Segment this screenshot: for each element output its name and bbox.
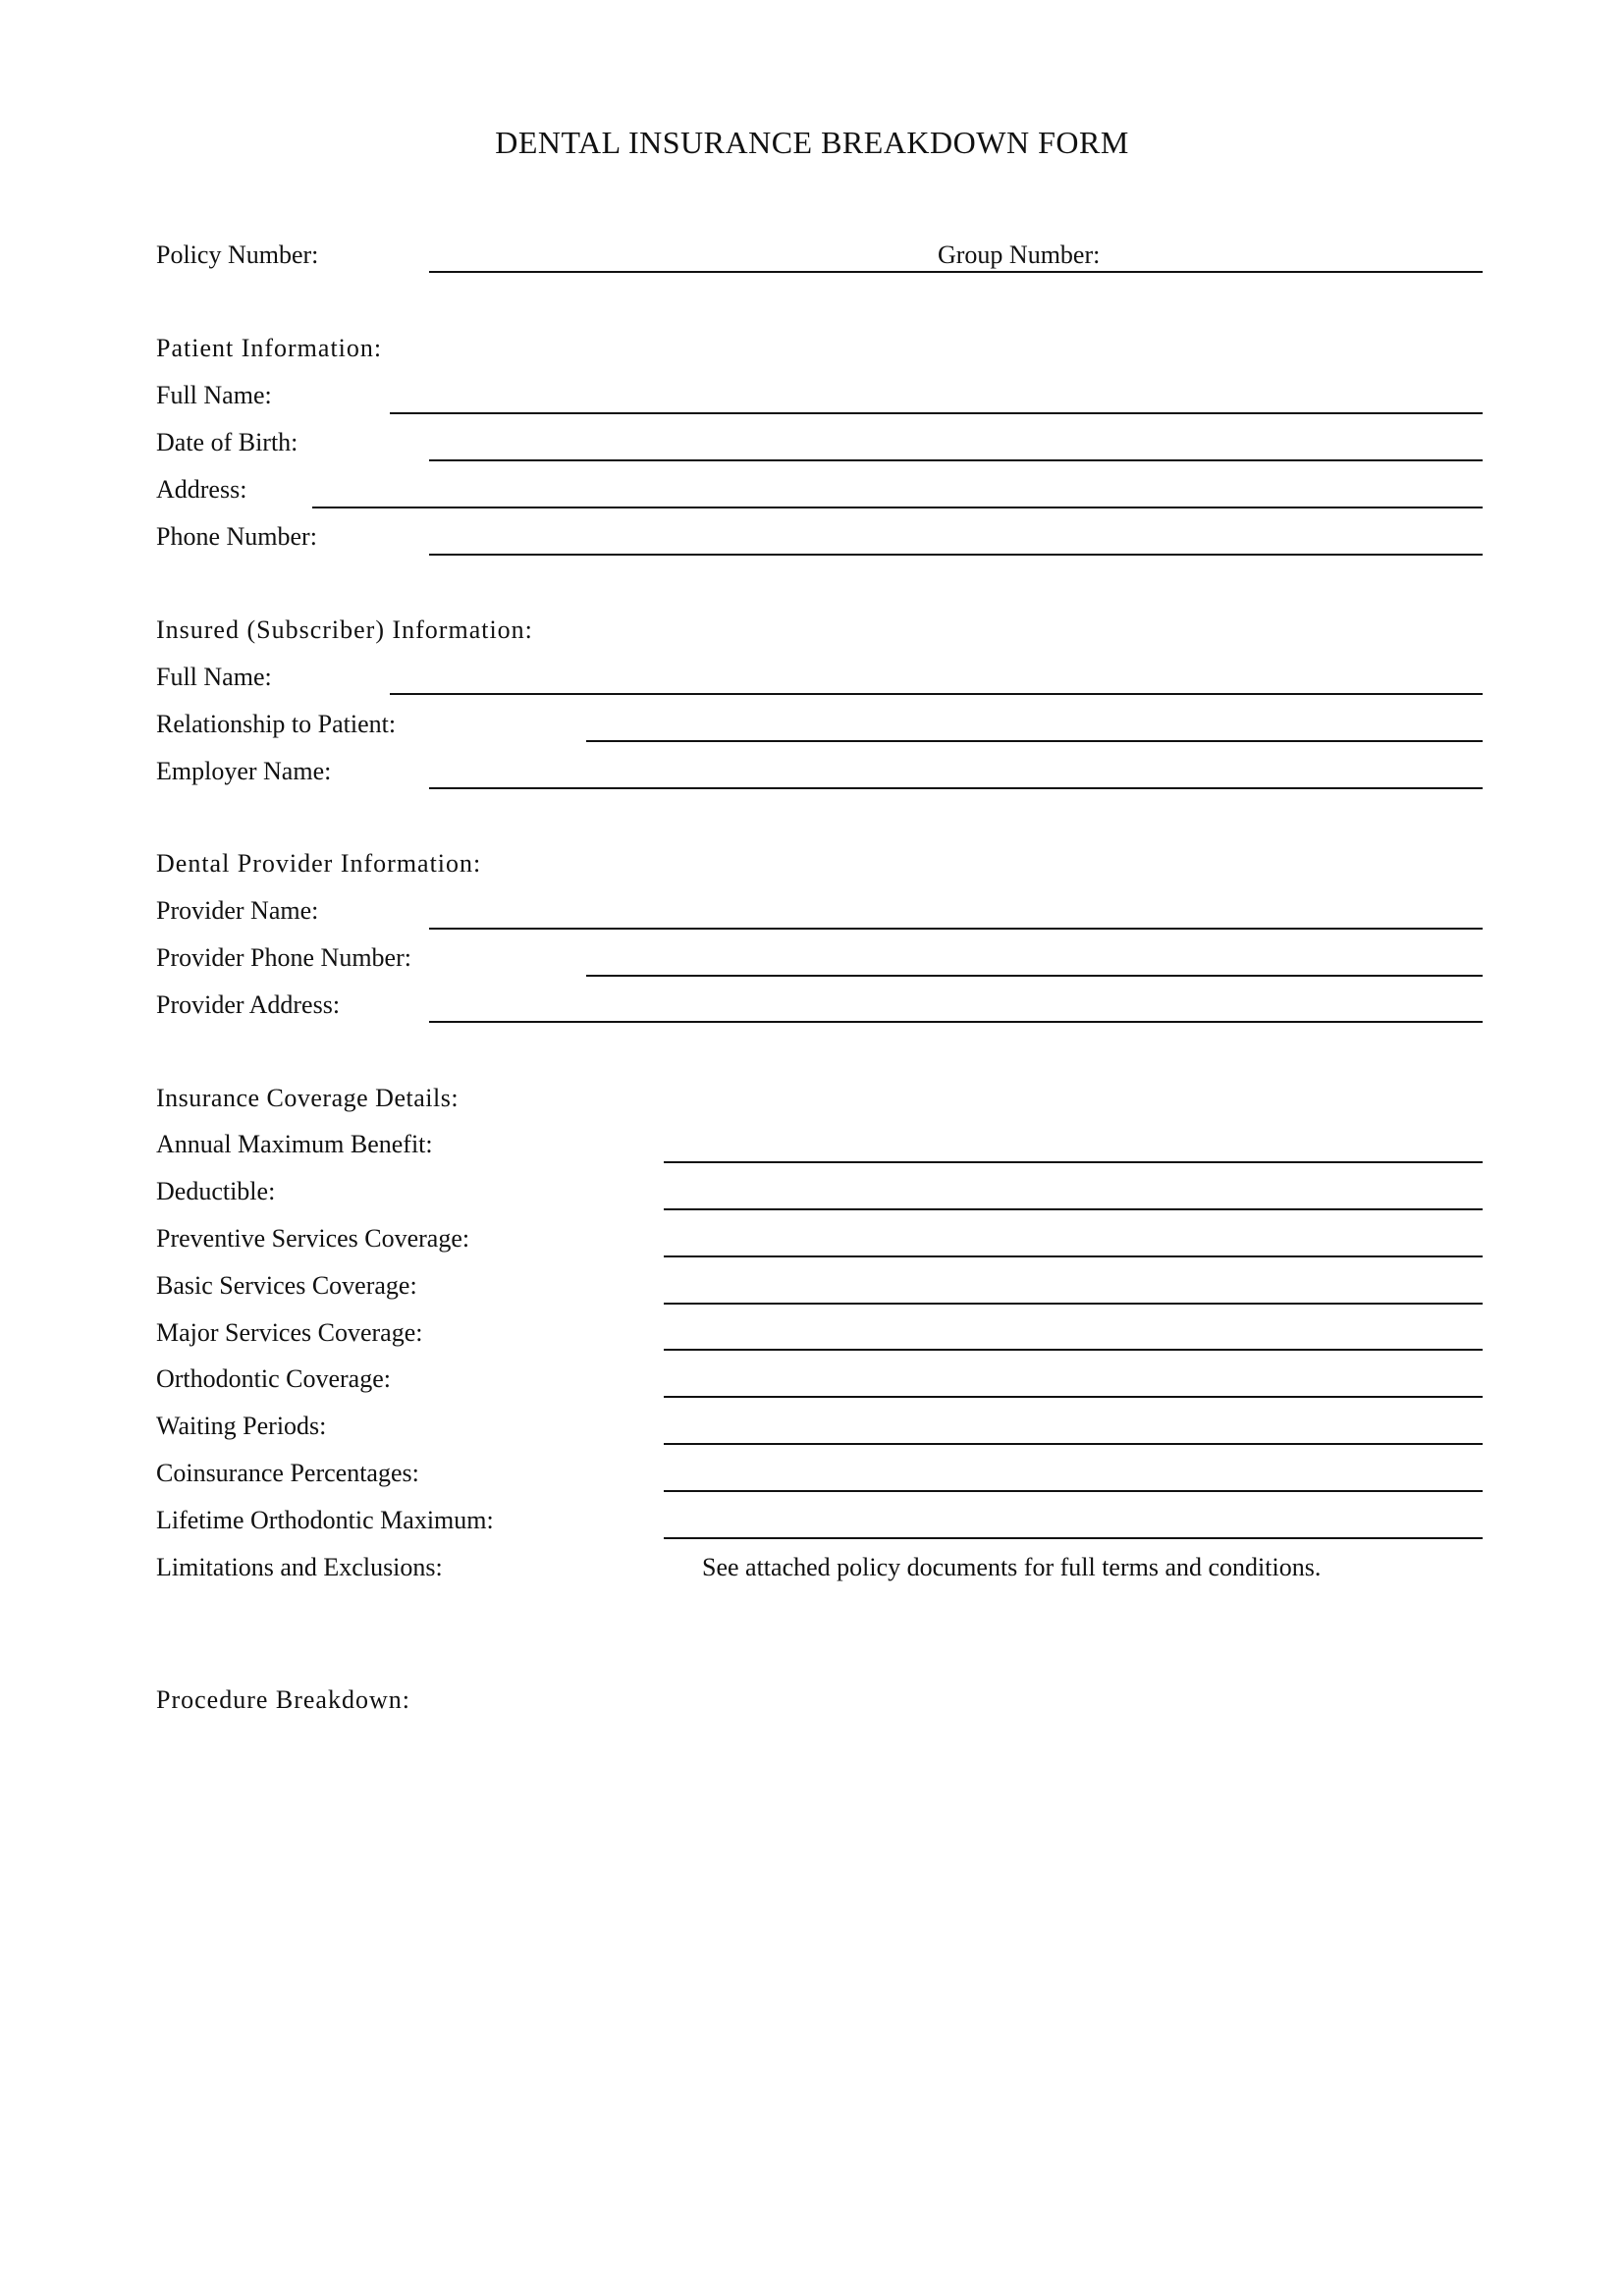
- deductible-field[interactable]: [664, 1208, 1483, 1210]
- patient-phone-label: Phone Number:: [156, 522, 317, 551]
- form-title: DENTAL INSURANCE BREAKDOWN FORM: [495, 125, 1129, 160]
- group-number-label: Group Number:: [938, 240, 1101, 269]
- lifetime-ortho-label: Lifetime Orthodontic Maximum:: [156, 1506, 494, 1534]
- provider-address-field[interactable]: [429, 1021, 1483, 1023]
- patient-dob-field[interactable]: [429, 459, 1483, 461]
- major-field[interactable]: [664, 1349, 1483, 1351]
- ortho-field[interactable]: [664, 1396, 1483, 1398]
- patient-full-name-label: Full Name:: [156, 381, 272, 409]
- lifetime-ortho-field[interactable]: [664, 1537, 1483, 1539]
- limitations-label: Limitations and Exclusions:: [156, 1553, 443, 1581]
- provider-address-label: Provider Address:: [156, 990, 341, 1019]
- policy-number-field[interactable]: [429, 271, 1483, 273]
- patient-dob-label: Date of Birth:: [156, 428, 298, 456]
- preventive-field[interactable]: [664, 1255, 1483, 1257]
- coinsurance-label: Coinsurance Percentages:: [156, 1459, 419, 1487]
- basic-label: Basic Services Coverage:: [156, 1271, 417, 1300]
- provider-info-heading: Dental Provider Information:: [156, 849, 482, 878]
- basic-field[interactable]: [664, 1303, 1483, 1305]
- employer-name-field[interactable]: [429, 787, 1483, 789]
- patient-phone-field[interactable]: [429, 554, 1483, 556]
- major-label: Major Services Coverage:: [156, 1318, 423, 1347]
- limitations-value: See attached policy documents for full terms and conditions.: [702, 1553, 1322, 1581]
- insured-full-name-field[interactable]: [390, 693, 1483, 695]
- policy-number-label: Policy Number:: [156, 240, 319, 269]
- insured-full-name-label: Full Name:: [156, 663, 272, 691]
- patient-info-heading: Patient Information:: [156, 334, 383, 362]
- patient-address-field[interactable]: [312, 507, 1483, 508]
- provider-phone-field[interactable]: [586, 975, 1483, 977]
- annual-max-field[interactable]: [664, 1161, 1483, 1163]
- coverage-heading: Insurance Coverage Details:: [156, 1084, 460, 1112]
- ortho-label: Orthodontic Coverage:: [156, 1364, 391, 1393]
- insured-info-heading: Insured (Subscriber) Information:: [156, 615, 533, 644]
- waiting-field[interactable]: [664, 1443, 1483, 1445]
- annual-max-label: Annual Maximum Benefit:: [156, 1130, 433, 1158]
- patient-full-name-field[interactable]: [390, 412, 1483, 414]
- employer-name-label: Employer Name:: [156, 757, 332, 785]
- deductible-label: Deductible:: [156, 1177, 276, 1205]
- relationship-label: Relationship to Patient:: [156, 710, 397, 738]
- provider-name-label: Provider Name:: [156, 896, 319, 925]
- provider-phone-label: Provider Phone Number:: [156, 943, 411, 972]
- provider-name-field[interactable]: [429, 928, 1483, 930]
- coinsurance-field[interactable]: [664, 1490, 1483, 1492]
- preventive-label: Preventive Services Coverage:: [156, 1224, 470, 1253]
- procedure-heading: Procedure Breakdown:: [156, 1685, 410, 1714]
- patient-address-label: Address:: [156, 475, 247, 504]
- relationship-field[interactable]: [586, 740, 1483, 742]
- waiting-label: Waiting Periods:: [156, 1412, 327, 1440]
